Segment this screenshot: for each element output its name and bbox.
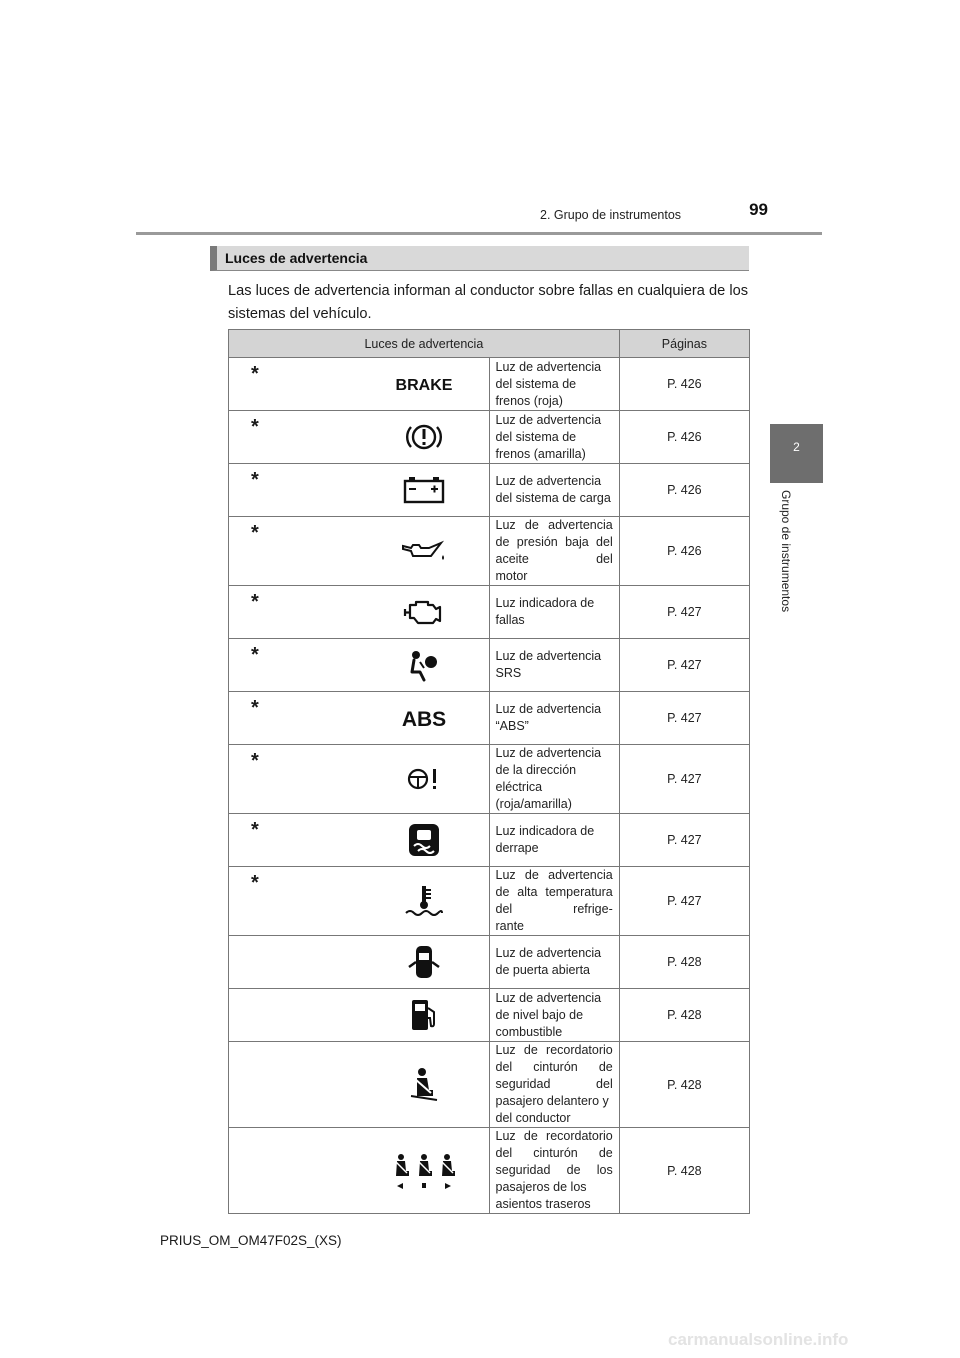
row-page-ref: P. 427 <box>619 814 749 867</box>
row-page-ref: P. 426 <box>619 358 749 411</box>
row-description-line: rante <box>495 919 524 933</box>
row-page-ref: P. 427 <box>619 639 749 692</box>
table-row <box>229 745 750 814</box>
section-intro: Las luces de advertencia informan al conductor sobre fallas en cualquiera de los sistemas del vehículo. <box>228 283 748 322</box>
row-description: Luz de advertencia del sistema de carga <box>489 464 619 517</box>
row-description <box>489 867 619 936</box>
star-cell <box>229 814 359 867</box>
star-cell <box>229 745 359 814</box>
asterisk: * <box>251 469 259 491</box>
row-description-line: Luz de recordatorio del cinturón de seguridad del <box>495 1043 613 1091</box>
table-row <box>229 989 750 1042</box>
star-cell <box>229 411 359 464</box>
asterisk: * <box>251 363 259 385</box>
row-description-line: Luz de advertencia de presión baja del aceite del <box>495 518 613 566</box>
row-description: Luz de advertencia del sistema de frenos (amarilla) <box>489 411 619 464</box>
table-row <box>229 411 750 464</box>
row-description-line: motor <box>495 569 528 583</box>
chapter-tab-label: Grupo de instrumentos <box>779 490 793 613</box>
brake-circle-exclamation-icon <box>359 411 489 464</box>
asterisk: * <box>251 872 259 894</box>
row-page-ref: P. 426 <box>619 464 749 517</box>
page-number: 99 <box>749 200 768 219</box>
row-description: Luz indicadora de derrape <box>489 814 619 867</box>
star-cell <box>229 464 359 517</box>
row-description <box>489 517 619 586</box>
row-description-line: Luz de advertencia de alta temperatura del refrige- <box>495 868 613 916</box>
row-page-ref: P. 428 <box>619 936 749 989</box>
table-row <box>229 464 750 517</box>
chapter-tab: 2 <box>770 424 823 483</box>
steering-exclamation-icon <box>359 745 489 814</box>
seatbelt-icon <box>359 1042 489 1128</box>
star-cell <box>229 989 359 1042</box>
warning-lights-table <box>228 329 750 1214</box>
asterisk: * <box>251 819 259 841</box>
airbag-icon <box>359 639 489 692</box>
row-description <box>489 1042 619 1128</box>
row-page-ref: P. 427 <box>619 586 749 639</box>
rear-seatbelt-icon <box>359 1128 489 1214</box>
asterisk: * <box>251 644 259 666</box>
star-cell <box>229 517 359 586</box>
row-page-ref: P. 427 <box>619 745 749 814</box>
star-cell <box>229 867 359 936</box>
table-row <box>229 936 750 989</box>
table-header-row <box>229 330 750 358</box>
battery-icon <box>359 464 489 517</box>
asterisk: * <box>251 750 259 772</box>
star-cell <box>229 586 359 639</box>
star-cell <box>229 1128 359 1214</box>
table-row <box>229 814 750 867</box>
star-cell <box>229 358 359 411</box>
row-description: Luz de advertencia “ABS” <box>489 692 619 745</box>
row-page-ref: P. 428 <box>619 1128 749 1214</box>
brake-icon-text: BRAKE <box>395 377 453 394</box>
skid-icon <box>359 814 489 867</box>
table-row <box>229 1042 750 1128</box>
row-description: Luz de advertencia SRS <box>489 639 619 692</box>
table-row <box>229 517 750 586</box>
asterisk: * <box>251 697 259 719</box>
asterisk: * <box>251 591 259 613</box>
header-rule <box>136 232 822 235</box>
col-header-pages: Páginas <box>619 330 749 358</box>
document-code: PRIUS_OM_OM47F02S_(XS) <box>160 1233 342 1248</box>
table-row <box>229 358 750 411</box>
row-description: Luz de advertencia del sistema de frenos (roja) <box>489 358 619 411</box>
table-row <box>229 586 750 639</box>
row-page-ref: P. 426 <box>619 411 749 464</box>
row-description: Luz de advertencia de puerta abierta <box>489 936 619 989</box>
row-description-line: Luz de advertencia de la dirección eléctrica <box>495 746 602 794</box>
fuel-pump-icon <box>359 989 489 1042</box>
row-page-ref: P. 427 <box>619 867 749 936</box>
row-description: Luz de advertencia de nivel bajo de combustible <box>489 989 619 1042</box>
row-description-line: (roja/amarilla) <box>495 797 572 811</box>
abs-text-icon <box>359 692 489 745</box>
abs-icon-text: ABS <box>401 708 446 731</box>
row-page-ref: P. 427 <box>619 692 749 745</box>
row-description <box>489 1128 619 1214</box>
running-header-title: 2. Grupo de instrumentos <box>540 208 682 222</box>
row-description-line: Luz de recordatorio del cinturón de seguridad de los <box>495 1129 613 1177</box>
watermark: carmanualsonline.info <box>668 1330 849 1349</box>
star-cell <box>229 639 359 692</box>
col-header-light: Luces de advertencia <box>229 330 620 358</box>
row-description-line: pasajeros de los asientos traseros <box>495 1180 591 1211</box>
row-page-ref: P. 428 <box>619 1042 749 1128</box>
table-row <box>229 639 750 692</box>
asterisk: * <box>251 416 259 438</box>
oil-can-icon <box>359 517 489 586</box>
brake-text-icon <box>359 358 489 411</box>
coolant-temperature-icon <box>359 867 489 936</box>
row-description: Luz indicadora de fallas <box>489 586 619 639</box>
star-cell <box>229 1042 359 1128</box>
section-heading: Luces de advertencia <box>210 246 749 271</box>
table-row <box>229 867 750 936</box>
row-description-line: pasajero delantero y del conductor <box>495 1094 609 1125</box>
row-page-ref: P. 426 <box>619 517 749 586</box>
row-page-ref: P. 428 <box>619 989 749 1042</box>
table-row <box>229 1128 750 1214</box>
star-cell <box>229 936 359 989</box>
door-open-icon <box>359 936 489 989</box>
engine-icon <box>359 586 489 639</box>
row-description <box>489 745 619 814</box>
table-row <box>229 692 750 745</box>
asterisk: * <box>251 522 259 544</box>
star-cell <box>229 692 359 745</box>
